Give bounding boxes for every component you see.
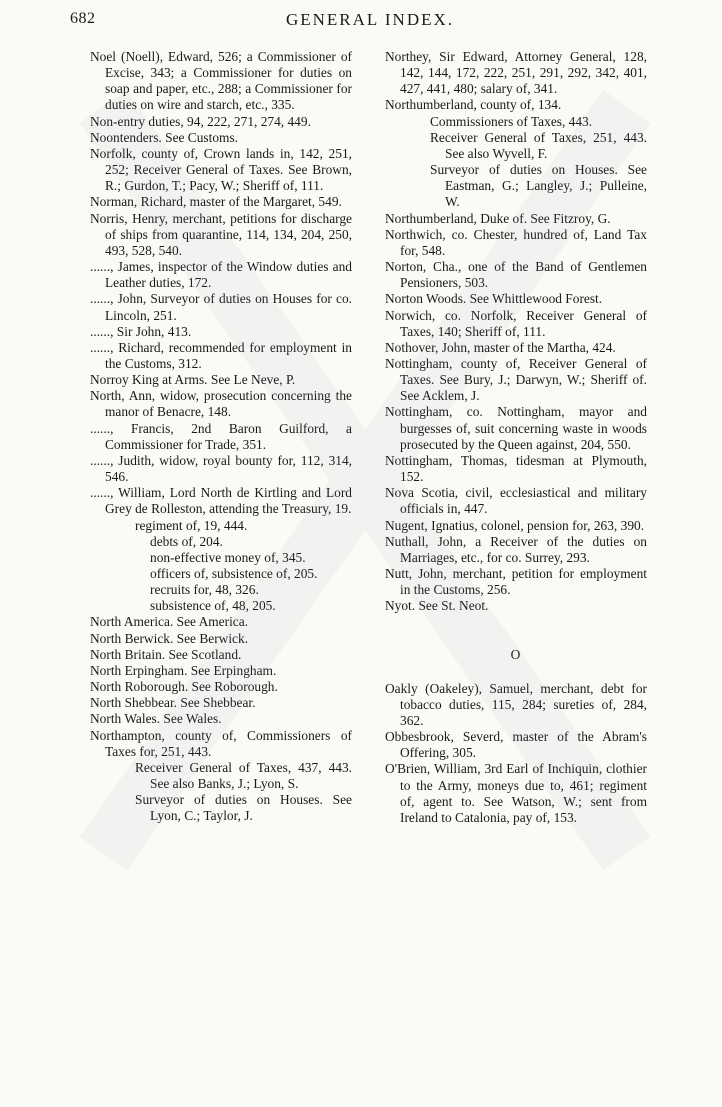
index-entry: Northumberland, county of, 134. xyxy=(385,97,562,113)
index-entry: O'Brien, William, 3rd Earl of Inchiquin, clothier to the Army, moneys due to, 461; regiment of, agent to. See Watson, W.; sent from Ireland to Catalonia, pay of, 153. xyxy=(385,761,647,825)
index-entry: Norton Woods. See Whittlewood Forest. xyxy=(385,291,603,307)
index-entry: Surveyor of duties on Houses. See Lyon, C.; Taylor, J. xyxy=(135,792,352,824)
index-entry: Oakly (Oakeley), Samuel, merchant, debt for tobacco duties, 115, 284; sureties of, 284, 362. xyxy=(385,680,647,728)
index-entry: ......, Judith, widow, royal bounty for, 112, 314, 546. xyxy=(90,452,352,485)
running-title: GENERAL INDEX. xyxy=(285,10,455,29)
index-entry: Nottingham, Thomas, tidesman at Plymouth, 152. xyxy=(385,452,647,485)
index-entry: North America. See America. xyxy=(90,614,249,630)
index-entry: Obbesbrook, Severd, master of the Abram's Offering, 305. xyxy=(385,729,647,761)
index-entry: subsistence of, 48, 205. xyxy=(150,598,276,614)
index-entry: ......, Richard, recommended for employment in the Customs, 312. xyxy=(90,339,352,371)
index-entry: North Britain. See Scotland. xyxy=(90,646,242,662)
index-entry: Commissioners of Taxes, 443. xyxy=(430,113,593,129)
index-entry: Norton, Cha., one of the Band of Gentlemen Pensioners, 503. xyxy=(385,259,647,291)
left-column xyxy=(90,49,352,825)
index-entry: Nugent, Ignatius, colonel, pension for, 263, 390. xyxy=(385,517,645,533)
index-entry: Northey, Sir Edward, Attorney General, 128, 142, 144, 172, 222, 251, 291, 292, 342, 401, 427, 441, 480; salary of, 341. xyxy=(385,49,647,97)
index-entry: Nova Scotia, civil, ecclesiastical and military officials in, 447. xyxy=(385,485,647,517)
index-entry: North Roborough. See Roborough. xyxy=(90,679,278,695)
index-entry: ......, James, inspector of the Window duties and Leather duties, 172. xyxy=(90,259,352,291)
index-entry: Nothover, John, master of the Martha, 424. xyxy=(385,339,616,355)
index-entry: North Berwick. See Berwick. xyxy=(90,630,249,646)
index-entry: Nuthall, John, a Receiver of the duties on Marriages, etc., for co. Surrey, 293. xyxy=(385,533,647,565)
index-entry: Surveyor of duties on Houses. See Eastman, G.; Langley, J.; Pulleine, W. xyxy=(430,162,647,210)
page-header xyxy=(70,10,670,38)
index-entry: debts of, 204. xyxy=(150,533,223,549)
index-entry: North Erpingham. See Erpingham. xyxy=(90,662,277,678)
index-entry: ......, William, Lord North de Kirtling and Lord Grey de Rolleston, attending the Treasury, 19. xyxy=(90,485,352,517)
index-entry: Norwich, co. Norfolk, Receiver General of Taxes, 140; Sheriff of, 111. xyxy=(385,307,647,339)
index-entry: Nottingham, co. Nottingham, mayor and burgesses of, suit concerning waste in woods prosecuted by the Queen against, 204, 550. xyxy=(385,404,647,452)
index-entry: North Shebbear. See Shebbear. xyxy=(90,695,256,711)
index-entry: Receiver General of Taxes, 437, 443. See also Banks, J.; Lyon, S. xyxy=(135,759,352,792)
index-entry: ......, John, Surveyor of duties on Houses for co. Lincoln, 251. xyxy=(90,291,352,323)
index-entry: Noontenders. See Customs. xyxy=(90,129,239,145)
index-entry: regiment of, 19, 444. xyxy=(135,517,248,533)
right-column xyxy=(385,49,647,826)
index-entry: ......, Sir John, 413. xyxy=(90,323,192,339)
index-entry: Nutt, John, merchant, petition for employment in the Customs, 256. xyxy=(385,566,647,598)
index-entry: Norroy King at Arms. See Le Neve, P. xyxy=(90,372,296,388)
index-entry: Receiver General of Taxes, 251, 443. See also Wyvell, F. xyxy=(430,129,647,161)
index-entry: Nyot. See St. Neot. xyxy=(385,598,489,614)
index-entry: North Wales. See Wales. xyxy=(90,711,222,727)
index-entry: Noel (Noell), Edward, 526; a Commissioner of Excise, 343; a Commissioner for duties on soap and paper, etc., 288; a Commissioner for duties on wire and starch, etc., 335. xyxy=(90,49,352,113)
index-entry: Non-entry duties, 94, 222, 271, 274, 449. xyxy=(90,113,311,129)
index-entry: officers of, subsistence of, 205. xyxy=(150,566,318,581)
index-entry: ......, Francis, 2nd Baron Guilford, a Commissioner for Trade, 351. xyxy=(90,420,352,452)
index-entry: recruits for, 48, 326. xyxy=(150,582,259,598)
index-entry: Norman, Richard, master of the Margaret, 549. xyxy=(90,194,342,210)
index-entry: Northampton, county of, Commissioners of Taxes for, 251, 443. xyxy=(90,727,352,759)
index-entry: North, Ann, widow, prosecution concerning the manor of Benacre, 148. xyxy=(90,388,352,420)
index-entry: non-effective money of, 345. xyxy=(150,549,306,565)
index-entry: Northwich, co. Chester, hundred of, Land Tax for, 548. xyxy=(385,226,647,258)
section-letter-o: O xyxy=(510,647,522,663)
index-entry: Norfolk, county of, Crown lands in, 142, 251, 252; Receiver General of Taxes. See Brown, R.; Gurdon, T.; Pacy, W.; Sheriff of, 111. xyxy=(90,145,352,194)
page-number: 682 xyxy=(70,10,96,27)
index-entry: Norris, Henry, merchant, petitions for discharge of ships from quarantine, 114, 134, 204, 250, 493, 528, 540. xyxy=(90,210,352,258)
index-entry: Northumberland, Duke of. See Fitzroy, G. xyxy=(385,210,611,226)
index-entry: Nottingham, county of, Receiver General of Taxes. See Bury, J.; Darwyn, W.; Sheriff of. See Acklem, J. xyxy=(385,355,647,404)
